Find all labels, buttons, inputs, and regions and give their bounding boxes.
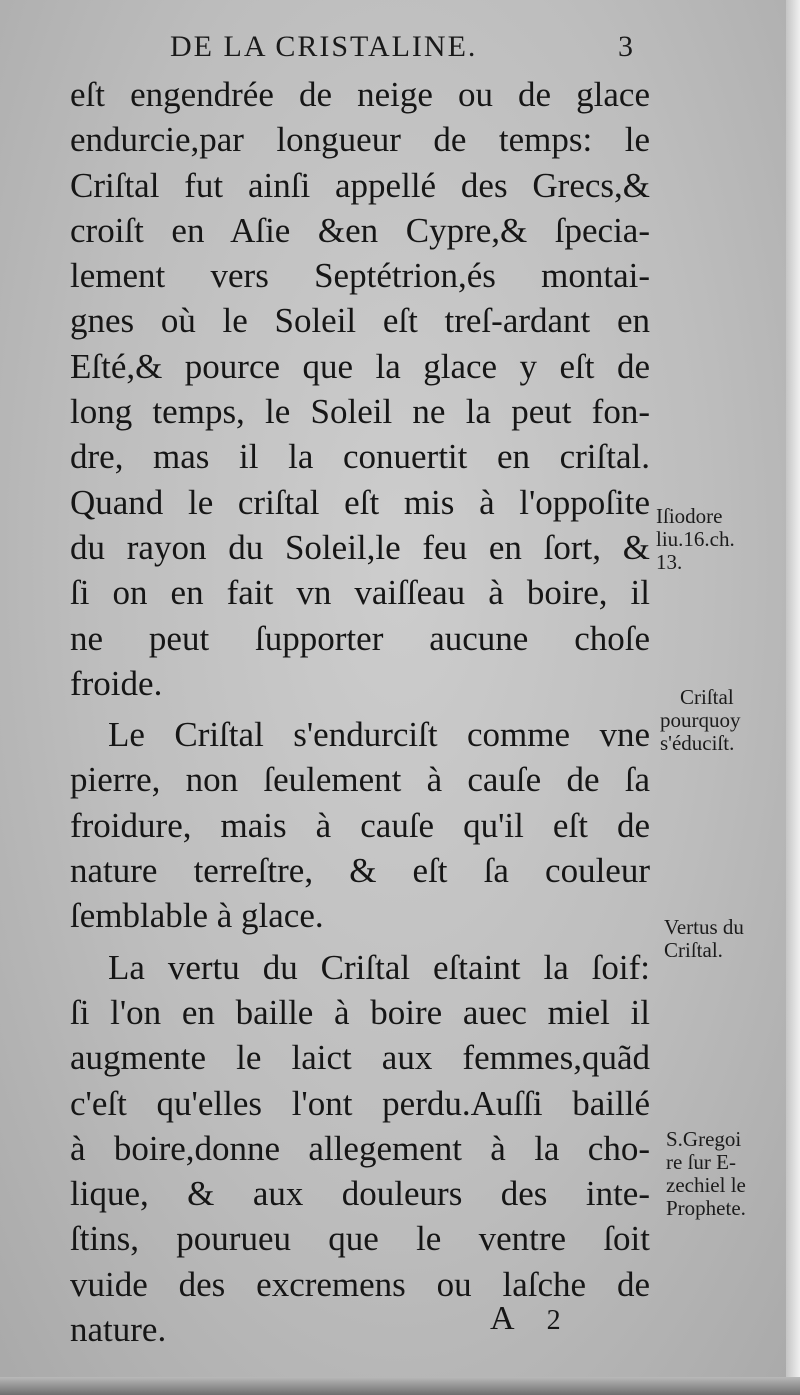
text-line: long temps, le Soleil ne la peut fon-	[70, 392, 650, 432]
text-line: Criſtal fut ainſi appellé des Grecs,&	[70, 165, 650, 205]
page-header	[0, 30, 800, 70]
page-number: 3	[618, 30, 633, 63]
body-text	[70, 72, 650, 1352]
text-line: augmente le laict aux femmes,quãd	[70, 1038, 650, 1078]
text-line: ſi on en fait vn vaiſſeau à boire, il	[70, 573, 650, 613]
margin-note-isidore	[656, 505, 796, 574]
note-line: Criſtal.	[664, 938, 723, 962]
text-line: gnes où le Soleil eſt treſ-ardant en	[70, 301, 650, 341]
text-line: vuide des excremens ou laſche de	[70, 1264, 650, 1304]
text-line: nature.	[70, 1310, 167, 1350]
signature-number: 2	[546, 1305, 563, 1336]
page-edge-bottom	[0, 1377, 800, 1395]
margin-note-gregoire	[666, 1128, 800, 1220]
text-line: croiſt en Aſie &en Cypre,& ſpecia-	[70, 210, 650, 250]
text-line: ſi l'on en baille à boire auec miel il	[70, 992, 650, 1032]
text-line: Le Criſtal s'endurciſt comme vne	[108, 715, 650, 755]
signature-mark	[490, 1300, 563, 1338]
paragraph-3	[70, 945, 650, 1353]
text-line: ne peut ſupporter aucune choſe	[70, 618, 650, 658]
note-line: 13.	[656, 550, 683, 574]
text-line: froide.	[70, 663, 163, 703]
note-line: s'éduciſt.	[660, 731, 735, 755]
text-line: du rayon du Soleil,le feu en ſort, &	[70, 527, 650, 567]
text-line: c'eſt qu'elles l'ont perdu.Auſſi baillé	[70, 1083, 650, 1123]
text-line: froidure, mais à cauſe qu'il eſt de	[70, 805, 650, 845]
paragraph-1	[70, 72, 650, 706]
text-line: lement vers Septétrion,és montai-	[70, 256, 650, 296]
text-line: à boire,donne allegement à la cho-	[70, 1128, 650, 1168]
margin-note-vertus	[664, 916, 800, 962]
signature-letter: A	[490, 1300, 517, 1337]
note-line: S.Gregoi	[666, 1127, 742, 1151]
text-line: Eſté,& pource que la glace y eſt de	[70, 346, 650, 386]
text-line: endurcie,par longueur de temps: le	[70, 120, 650, 160]
note-line: pourquoy	[660, 708, 741, 732]
running-head: DE LA CRISTALINE.	[170, 30, 478, 63]
text-line: dre, mas il la conuertit en criſtal.	[70, 437, 650, 477]
paragraph-2	[70, 712, 650, 938]
note-line: Prophete.	[666, 1196, 746, 1220]
note-line: zechiel le	[666, 1173, 746, 1197]
text-line: nature terreſtre, & eſt ſa couleur	[70, 851, 650, 891]
text-line: La vertu du Criſtal eſtaint la ſoif:	[108, 947, 650, 987]
text-line: pierre, non ſeulement à cauſe de ſa	[70, 760, 650, 800]
note-line: re ſur E-	[666, 1150, 736, 1174]
text-line: lique, & aux douleurs des inte-	[70, 1174, 650, 1214]
note-line: Vertus du	[664, 915, 744, 939]
note-line: Iſiodore	[656, 504, 723, 528]
text-line: ſtins, pourueu que le ventre ſoit	[70, 1219, 650, 1259]
text-line: eſt engendrée de neige ou de glace	[70, 75, 650, 114]
note-line: liu.16.ch.	[656, 527, 735, 551]
text-line: Quand le criſtal eſt mis à l'oppoſite	[70, 482, 650, 522]
margin-note-cristal-pourquoy	[660, 686, 800, 755]
text-line: ſemblable à glace.	[70, 896, 324, 936]
note-line: Criſtal	[680, 685, 734, 709]
